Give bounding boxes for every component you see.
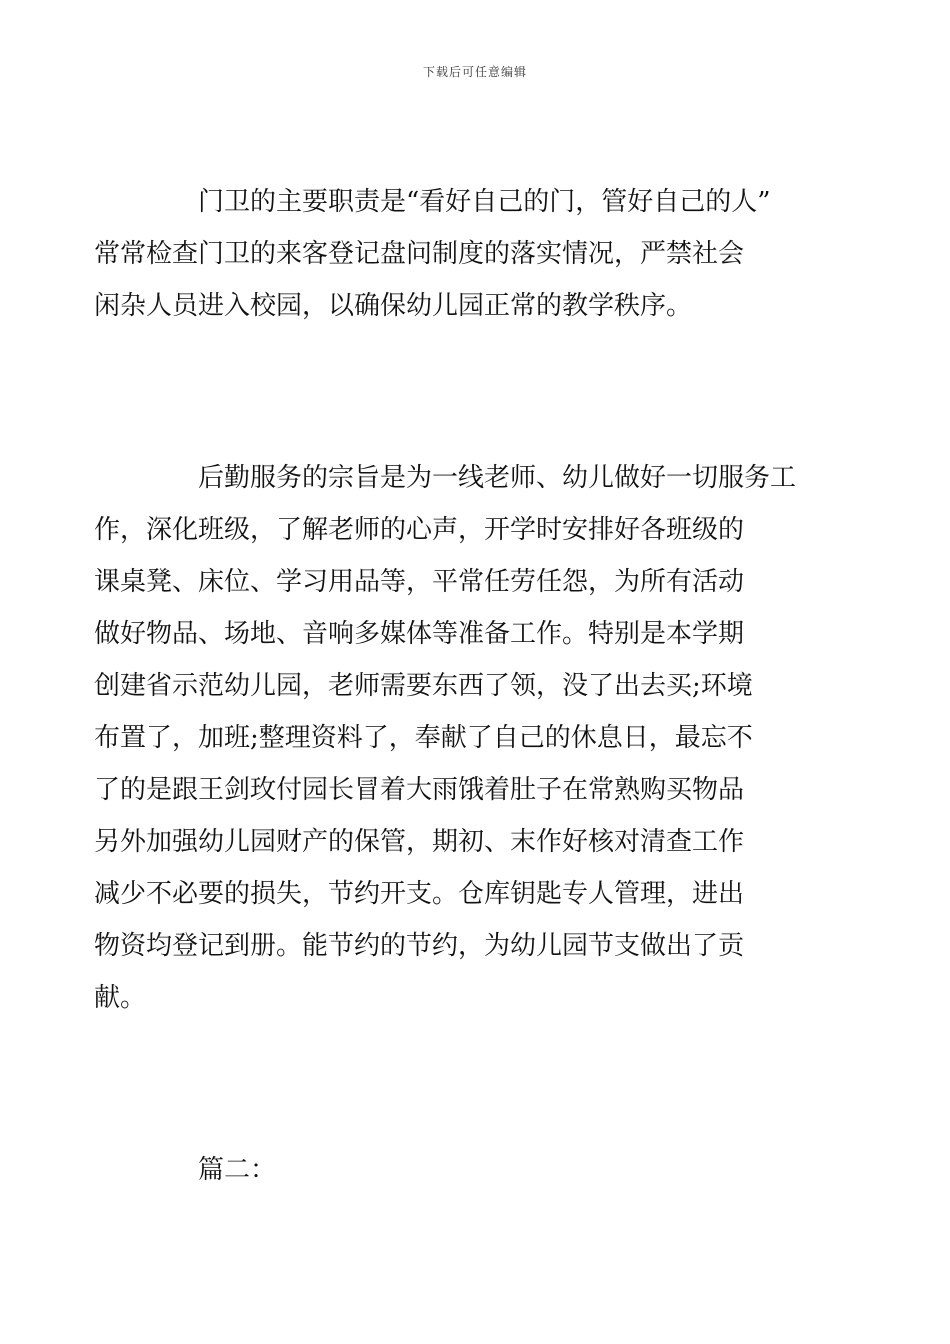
text-line: 做好物品、场地、音响多媒体等准备工作。特别是本学期: [94, 619, 745, 649]
text-line: 门卫的主要职责是“看好自己的门，管好自己的人”: [198, 187, 771, 217]
text-line: 课桌凳、床位、学习用品等，平常任劳任怨，为所有活动: [94, 567, 745, 597]
text-line: 后勤服务的宗旨是为一线老师、幼儿做好一切服务工: [198, 463, 797, 493]
page-header: 下载后可任意编辑: [422, 65, 527, 79]
text-line: 了的是跟王剑玫付园长冒着大雨饿着肚子在常熟购买物品: [94, 775, 745, 805]
text-line: 布置了，加班;整理资料了，奉献了自己的休息日，最忘不: [94, 723, 753, 753]
text-line: 另外加强幼儿园财产的保管，期初、末作好核对清查工作: [94, 827, 745, 857]
text-line: 物资均登记到册。能节约的节约，为幼儿园节支做出了贡: [94, 931, 745, 961]
paragraph-gatekeeper: [94, 176, 806, 332]
text-line: 篇二：: [198, 1155, 277, 1185]
text-line: 闲杂人员进入校园，以确保幼儿园正常的教学秩序。: [94, 291, 693, 321]
text-line: 创建省示范幼儿园，老师需要东西了领，没了出去买;环境: [94, 671, 753, 701]
paragraph-spacer: [146, 1024, 806, 1144]
text-line: 献。: [94, 983, 147, 1013]
paragraph-logistics: [94, 452, 806, 1024]
text-line: 减少不必要的损失，节约开支。仓库钥匙专人管理，进出: [94, 879, 745, 909]
paragraph-spacer: [146, 332, 806, 452]
document-body: [94, 176, 806, 1196]
text-line: 常常检查门卫的来客登记盘问制度的落实情况，严禁社会: [94, 239, 745, 269]
text-line: 作，深化班级，了解老师的心声，开学时安排好各班级的: [94, 515, 745, 545]
section-heading: [146, 1144, 806, 1196]
